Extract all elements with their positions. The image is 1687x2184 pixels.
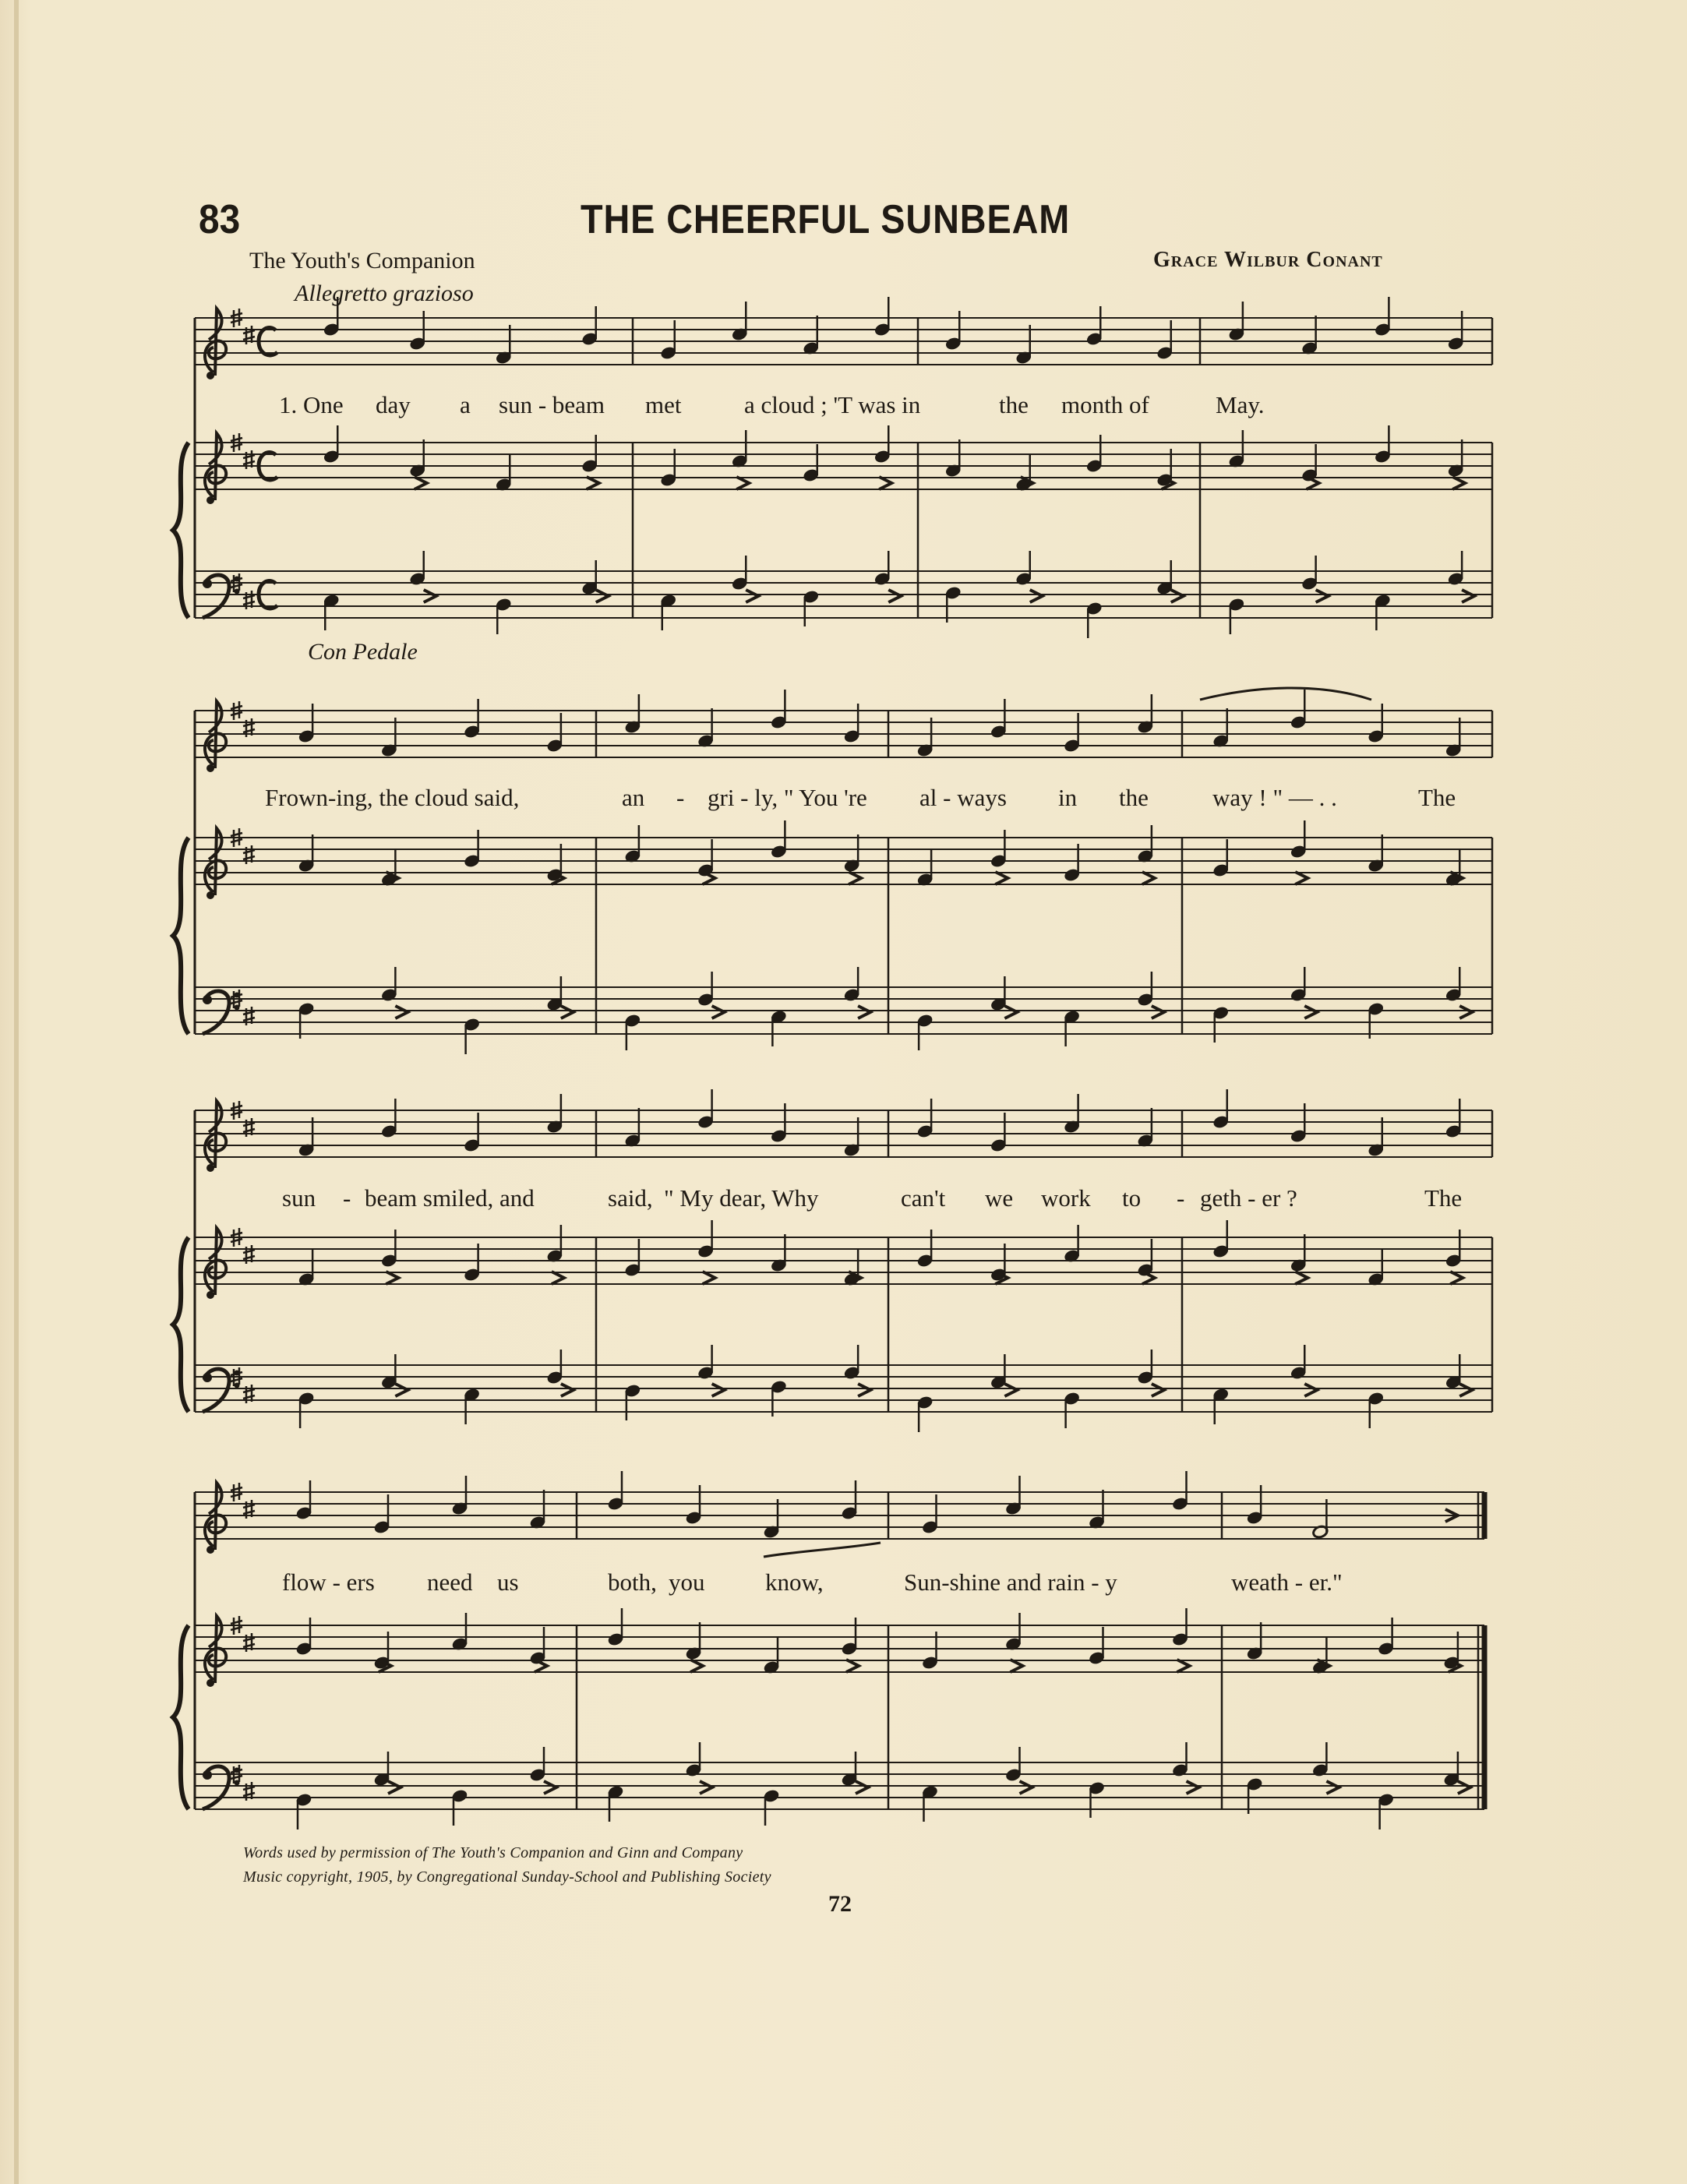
quarter-rest <box>415 477 427 489</box>
quarter-rest <box>1142 872 1155 884</box>
quarter-rest <box>561 1384 574 1396</box>
quarter-rest <box>1450 1272 1463 1284</box>
treble-clef-tail <box>206 496 214 504</box>
piano-brace <box>173 1625 189 1809</box>
lyric-word: flow - ers <box>282 1568 375 1596</box>
bass-clef-dot <box>203 579 212 588</box>
lyric-word: us <box>497 1568 519 1596</box>
lyric-word: month of <box>1061 391 1149 418</box>
quarter-rest <box>1295 872 1308 884</box>
lyric-word: a <box>460 391 471 418</box>
slur <box>1200 688 1371 700</box>
quarter-rest <box>1304 1384 1317 1396</box>
quarter-rest <box>995 872 1008 884</box>
lyric-word: said, <box>608 1184 653 1212</box>
quarter-rest <box>1295 1272 1308 1284</box>
lyric-word: work <box>1041 1184 1091 1212</box>
lyric-word: sun - beam <box>499 391 605 418</box>
quarter-rest <box>561 1006 574 1018</box>
slur <box>764 1543 881 1557</box>
lyric-word: The <box>1418 784 1456 811</box>
hymn-title: THE CHEERFUL SUNBEAM <box>581 197 1071 242</box>
quarter-rest <box>1152 1384 1164 1396</box>
bass-clef-dot <box>203 995 212 1004</box>
pedal-marking: Con Pedale <box>308 639 418 665</box>
lyric-word: an <box>622 784 645 811</box>
tempo-marking: Allegretto grazioso <box>295 280 474 306</box>
quarter-rest <box>746 590 758 602</box>
quarter-rest <box>1458 1781 1470 1794</box>
quarter-rest <box>858 1006 870 1018</box>
quarter-rest <box>395 1006 408 1018</box>
lyric-word: in <box>1058 784 1078 811</box>
quarter-rest <box>1152 1006 1164 1018</box>
lyric-word: met <box>645 391 682 418</box>
quarter-rest <box>1326 1781 1339 1794</box>
lyric-word: weath - er." <box>1231 1568 1343 1596</box>
lyric-word: the <box>999 391 1029 418</box>
quarter-rest <box>552 1272 564 1284</box>
quarter-rest <box>1171 590 1184 602</box>
lyric-word: both, <box>608 1568 657 1596</box>
quarter-rest <box>736 477 749 489</box>
quarter-rest <box>703 1272 715 1284</box>
lyric-word: al - ways <box>919 784 1007 811</box>
lyric-word: Sun-shine and rain - y <box>904 1568 1117 1596</box>
lyric-word: - <box>1177 1184 1185 1212</box>
treble-clef-tail <box>206 1164 214 1172</box>
quarter-rest <box>712 1384 725 1396</box>
lyric-word: day <box>376 391 411 418</box>
quarter-rest <box>1187 1781 1199 1794</box>
lyric-word: 1. One <box>279 391 344 418</box>
quarter-rest <box>388 1781 401 1794</box>
piano-brace <box>173 443 189 618</box>
quarter-rest <box>1004 1384 1017 1396</box>
treble-clef-tail <box>206 1546 214 1554</box>
quarter-rest <box>888 590 901 602</box>
lyric-word: gri - ly, " You 're <box>708 784 867 811</box>
quarter-rest <box>879 477 891 489</box>
lyric-word: we <box>985 1184 1014 1212</box>
lyric-word: know, <box>765 1568 824 1596</box>
quarter-rest <box>1462 590 1474 602</box>
treble-clef-tail <box>206 1679 214 1687</box>
lyric-word: - <box>676 784 685 811</box>
lyric-word: Frown-ing, the cloud said, <box>265 784 520 811</box>
bass-clef-dot <box>203 1770 212 1780</box>
quarter-rest <box>1304 1006 1317 1018</box>
lyric-word: to <box>1122 1184 1142 1212</box>
footnote-copyright: Music copyright, 1905, by Congregational Sunday-School and Publishing Society <box>243 1868 771 1886</box>
treble-clef-tail <box>206 764 214 772</box>
quarter-rest <box>587 477 599 489</box>
lyric-word: sun <box>282 1184 316 1212</box>
lyric-word: beam smiled, and <box>365 1184 535 1212</box>
quarter-rest <box>846 1660 859 1672</box>
quarter-rest <box>700 1781 712 1794</box>
quarter-rest <box>1030 590 1043 602</box>
quarter-rest <box>395 1384 408 1396</box>
lyric-word: need <box>427 1568 473 1596</box>
treble-clef-tail <box>206 1291 214 1299</box>
quarter-rest <box>386 1272 398 1284</box>
treble-clef-tail <box>206 891 214 899</box>
lyric-word: the <box>1119 784 1149 811</box>
lyric-word: " My dear, Why <box>664 1184 819 1212</box>
lyric-word: can't <box>901 1184 946 1212</box>
quarter-rest <box>858 1384 870 1396</box>
quarter-rest <box>1452 477 1465 489</box>
treble-clef-tail <box>206 372 214 379</box>
footnote-permission: Words used by permission of The Youth's Companion and Ginn and Company <box>243 1844 743 1861</box>
text-source: The Youth's Companion <box>249 248 475 273</box>
quarter-rest <box>849 872 861 884</box>
lyric-word: a cloud ; 'T was in <box>744 391 921 418</box>
page-number: 72 <box>828 1891 852 1917</box>
quarter-rest <box>544 1781 556 1794</box>
hymn-number: 83 <box>199 197 241 242</box>
quarter-rest <box>1459 1006 1472 1018</box>
quarter-rest <box>1316 590 1329 602</box>
lyric-word: - <box>343 1184 351 1212</box>
piano-brace <box>173 838 189 1034</box>
quarter-rest <box>535 1660 547 1672</box>
quarter-rest <box>1004 1006 1017 1018</box>
quarter-rest <box>690 1660 703 1672</box>
quarter-rest <box>424 590 436 602</box>
quarter-rest <box>1459 1384 1472 1396</box>
quarter-rest <box>596 590 609 602</box>
lyric-word: geth - er ? <box>1200 1184 1297 1212</box>
quarter-rest <box>1020 1781 1032 1794</box>
lyric-word: you <box>669 1568 705 1596</box>
quarter-rest <box>1307 477 1319 489</box>
lyric-word: way ! " — . . <box>1212 784 1337 811</box>
quarter-rest <box>703 872 715 884</box>
quarter-rest <box>1011 1660 1023 1672</box>
quarter-rest <box>856 1781 868 1794</box>
composer-name: Grace Wilbur Conant <box>1153 248 1383 272</box>
quarter-rest <box>1177 1660 1190 1672</box>
lyric-word: The <box>1424 1184 1463 1212</box>
lyric-word: May. <box>1216 391 1265 418</box>
piano-brace <box>173 1237 189 1412</box>
quarter-rest <box>1142 1272 1155 1284</box>
bass-clef-dot <box>203 1373 212 1382</box>
quarter-rest <box>712 1006 725 1018</box>
